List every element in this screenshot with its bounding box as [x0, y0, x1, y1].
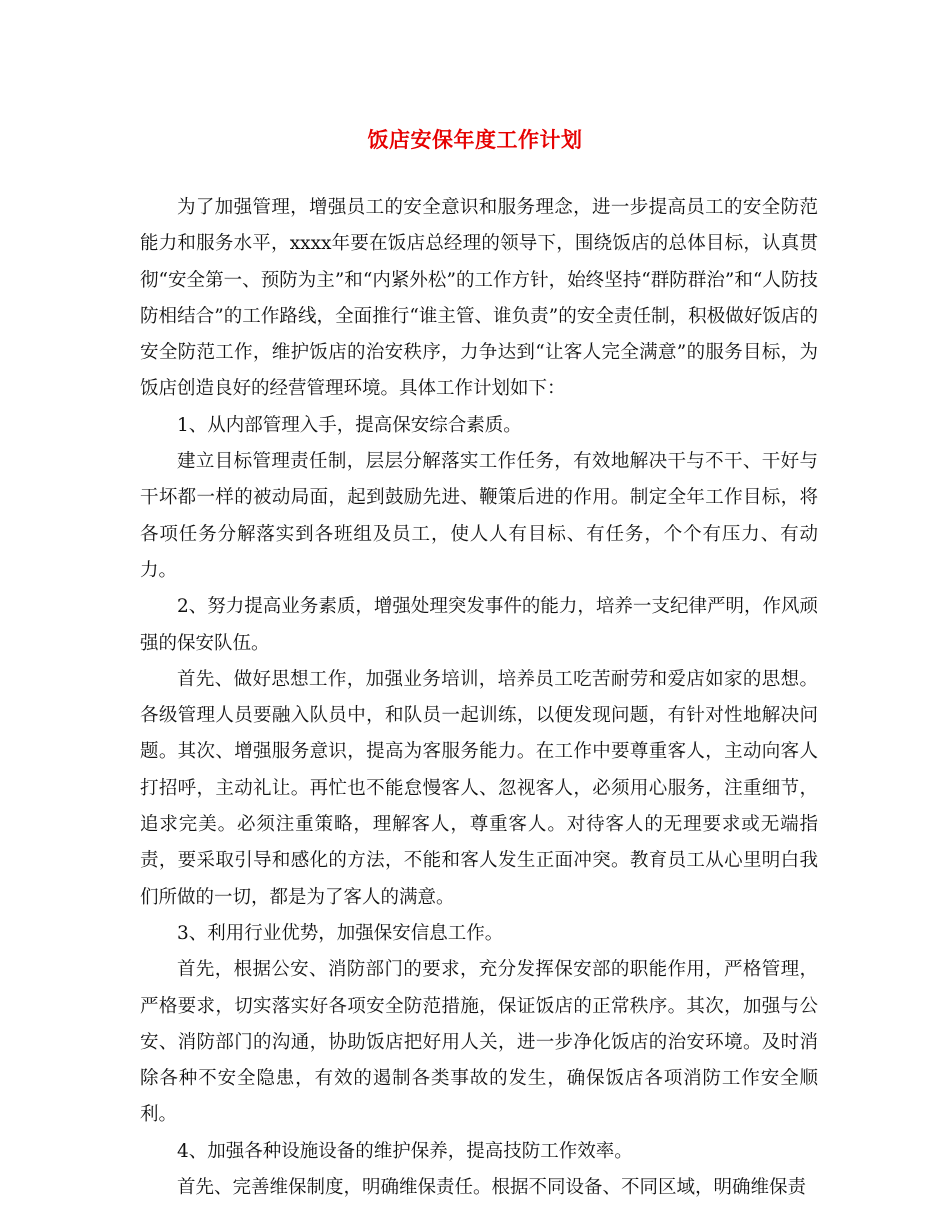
- paragraph-section-2: 首先、做好思想工作，加强业务培训，培养员工吃苦耐劳和爱店如家的思想。各级管理人员要融入队员中，和队员一起训练，以便发现问题，有针对性地解决问题。其次、增强服务意识，提高为客服务能力。在工作中要尊重客人，主动向客人打招呼，主动礼让。再忙也不能怠慢客人、忽视客人，必须用心服务，注重细节，追求完美。必须注重策略，理解客人，尊重客人。对待客人的无理要求或无端指责，要采取引导和感化的方法，不能和客人发生正面冲突。教育员工从心里明白我们所做的一切，都是为了客人的满意。: [140, 668, 818, 908]
- section-heading-3: 3、利用行业优势，加强保安信息工作。: [177, 922, 504, 944]
- paragraph-section-3: 首先，根据公安、消防部门的要求，充分发挥保安部的职能作用，严格管理，严格要求，切实落实好各项安全防范措施，保证饭店的正常秩序。其次，加强与公安、消防部门的沟通，协助饭店把好用人关，进一步净化饭店的治安环境。及时消除各种不安全隐患，有效的遏制各类事故的发生，确保饭店各项消防工作安全顺利。: [140, 959, 818, 1126]
- paragraph-section-4: 首先、完善维保制度，明确维保责任。根据不同设备、不同区域，明确维保责: [177, 1177, 807, 1199]
- paragraph-intro: 为了加强管理，增强员工的安全意识和服务理念，进一步提高员工的安全防范能力和服务水平，xxxx年要在饭店总经理的领导下，围绕饭店的总体目标，认真贯彻“安全第一、预防为主”和“内紧外松”的工作方针，始终坚持“群防群治”和“人防技防相结合”的工作路线，全面推行“谁主管、谁负责”的安全责任制，积极做好饭店的安全防范工作，维护饭店的治安秩序，力争达到“让客人完全满意”的服务目标，为饭店创造良好的经营管理环境。具体工作计划如下：: [140, 197, 818, 400]
- document-body: [140, 190, 818, 1206]
- section-heading-1: 1、从内部管理入手，提高保安综合素质。: [177, 414, 522, 436]
- section-heading-4: 4、加强各种设施设备的维护保养，提高技防工作效率。: [177, 1140, 633, 1162]
- document-title: 饭店安保年度工作计划: [367, 127, 583, 152]
- section-heading-2: 2、努力提高业务素质，增强处理突发事件的能力，培养一支纪律严明，作风顽强的保安队伍。: [140, 596, 818, 654]
- paragraph-section-1: 建立目标管理责任制，层层分解落实工作任务，有效地解决干与不干、干好与干坏都一样的被动局面，起到鼓励先进、鞭策后进的作用。制定全年工作目标，将各项任务分解落实到各班组及员工，使人人有目标、有任务，个个有压力、有动力。: [140, 451, 818, 581]
